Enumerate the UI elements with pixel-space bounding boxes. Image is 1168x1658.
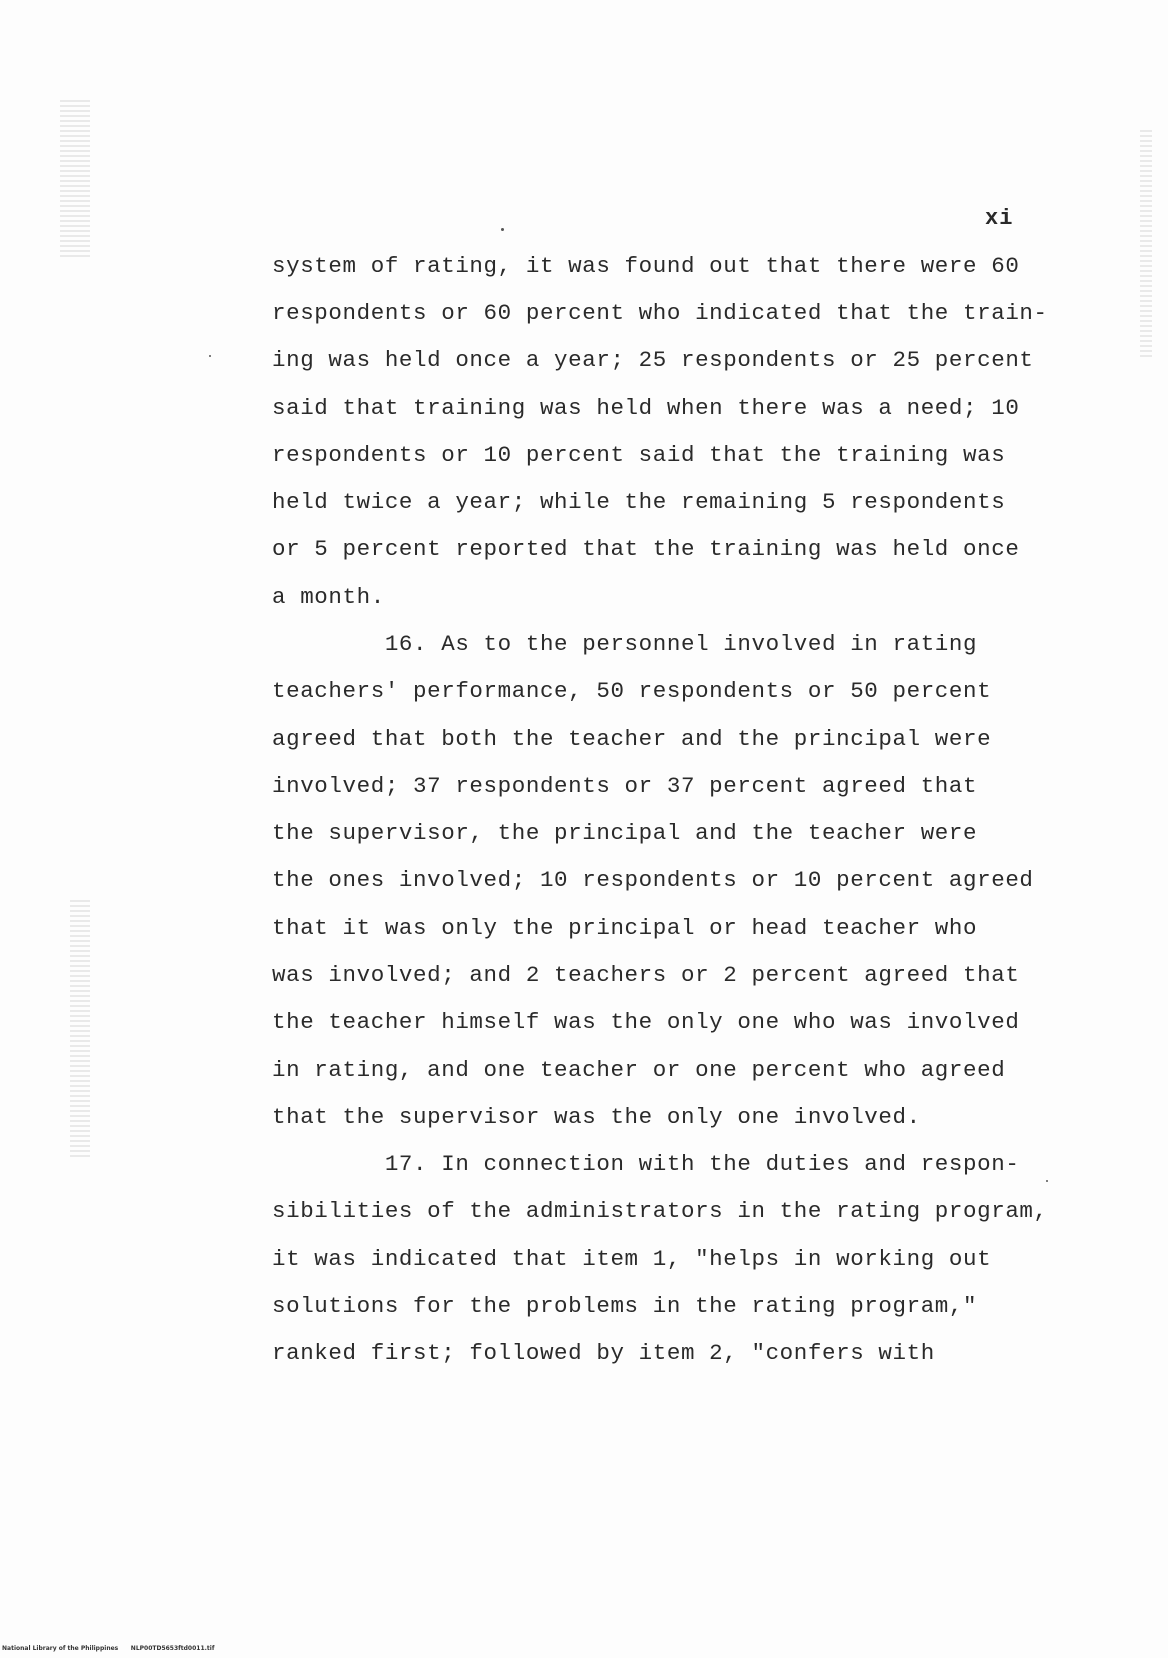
speck — [1046, 1180, 1048, 1182]
text-line: that the supervisor was the only one involved. — [272, 1104, 921, 1130]
speck — [209, 355, 211, 357]
scan-noise-left — [60, 100, 90, 260]
scan-footer — [2, 1645, 214, 1652]
text-line: said that training was held when there was a need; 10 — [272, 395, 1020, 421]
text-line: it was indicated that item 1, "helps in working out — [272, 1246, 992, 1272]
page-number: xi — [985, 206, 1014, 231]
paragraph-17-start: 17. In connection with the duties and respon- — [272, 1151, 1020, 1177]
text-line: the supervisor, the principal and the teacher were — [272, 820, 978, 846]
text-line: was involved; and 2 teachers or 2 percent agreed that — [272, 962, 1020, 988]
paragraph-16-start: 16. As to the personnel involved in rating — [272, 631, 978, 657]
text-line: ranked first; followed by item 2, "confers with — [272, 1340, 935, 1366]
text-line: held twice a year; while the remaining 5 respondents — [272, 489, 1006, 515]
text-line: sibilities of the administrators in the rating program, — [272, 1198, 1048, 1224]
text-line: a month. — [272, 584, 385, 610]
scan-noise-left-lower — [70, 900, 90, 1160]
text-line: in rating, and one teacher or one percent who agreed — [272, 1057, 1006, 1083]
text-line: system of rating, it was found out that there were 60 — [272, 253, 1020, 279]
text-line: the teacher himself was the only one who was involved — [272, 1009, 1020, 1035]
text-line: that it was only the principal or head teacher who — [272, 915, 978, 941]
scan-noise-right — [1140, 130, 1152, 360]
text-line: ing was held once a year; 25 respondents or 25 percent — [272, 347, 1034, 373]
text-line: or 5 percent reported that the training was held once — [272, 536, 1020, 562]
footer-library: National Library of the Philippines — [2, 1645, 119, 1652]
text-line: involved; 37 respondents or 37 percent agreed that — [272, 773, 978, 799]
text-line: agreed that both the teacher and the principal were — [272, 726, 992, 752]
text-line: respondents or 10 percent said that the training was — [272, 442, 1006, 468]
text-line: the ones involved; 10 respondents or 10 percent agreed — [272, 867, 1034, 893]
footer-file: NLP00TD5653ftd0011.tif — [130, 1645, 215, 1652]
text-line: respondents or 60 percent who indicated that the train- — [272, 300, 1048, 326]
speck — [501, 228, 504, 231]
text-line: teachers' performance, 50 respondents or 50 percent — [272, 678, 992, 704]
text-line: solutions for the problems in the rating program," — [272, 1293, 978, 1319]
